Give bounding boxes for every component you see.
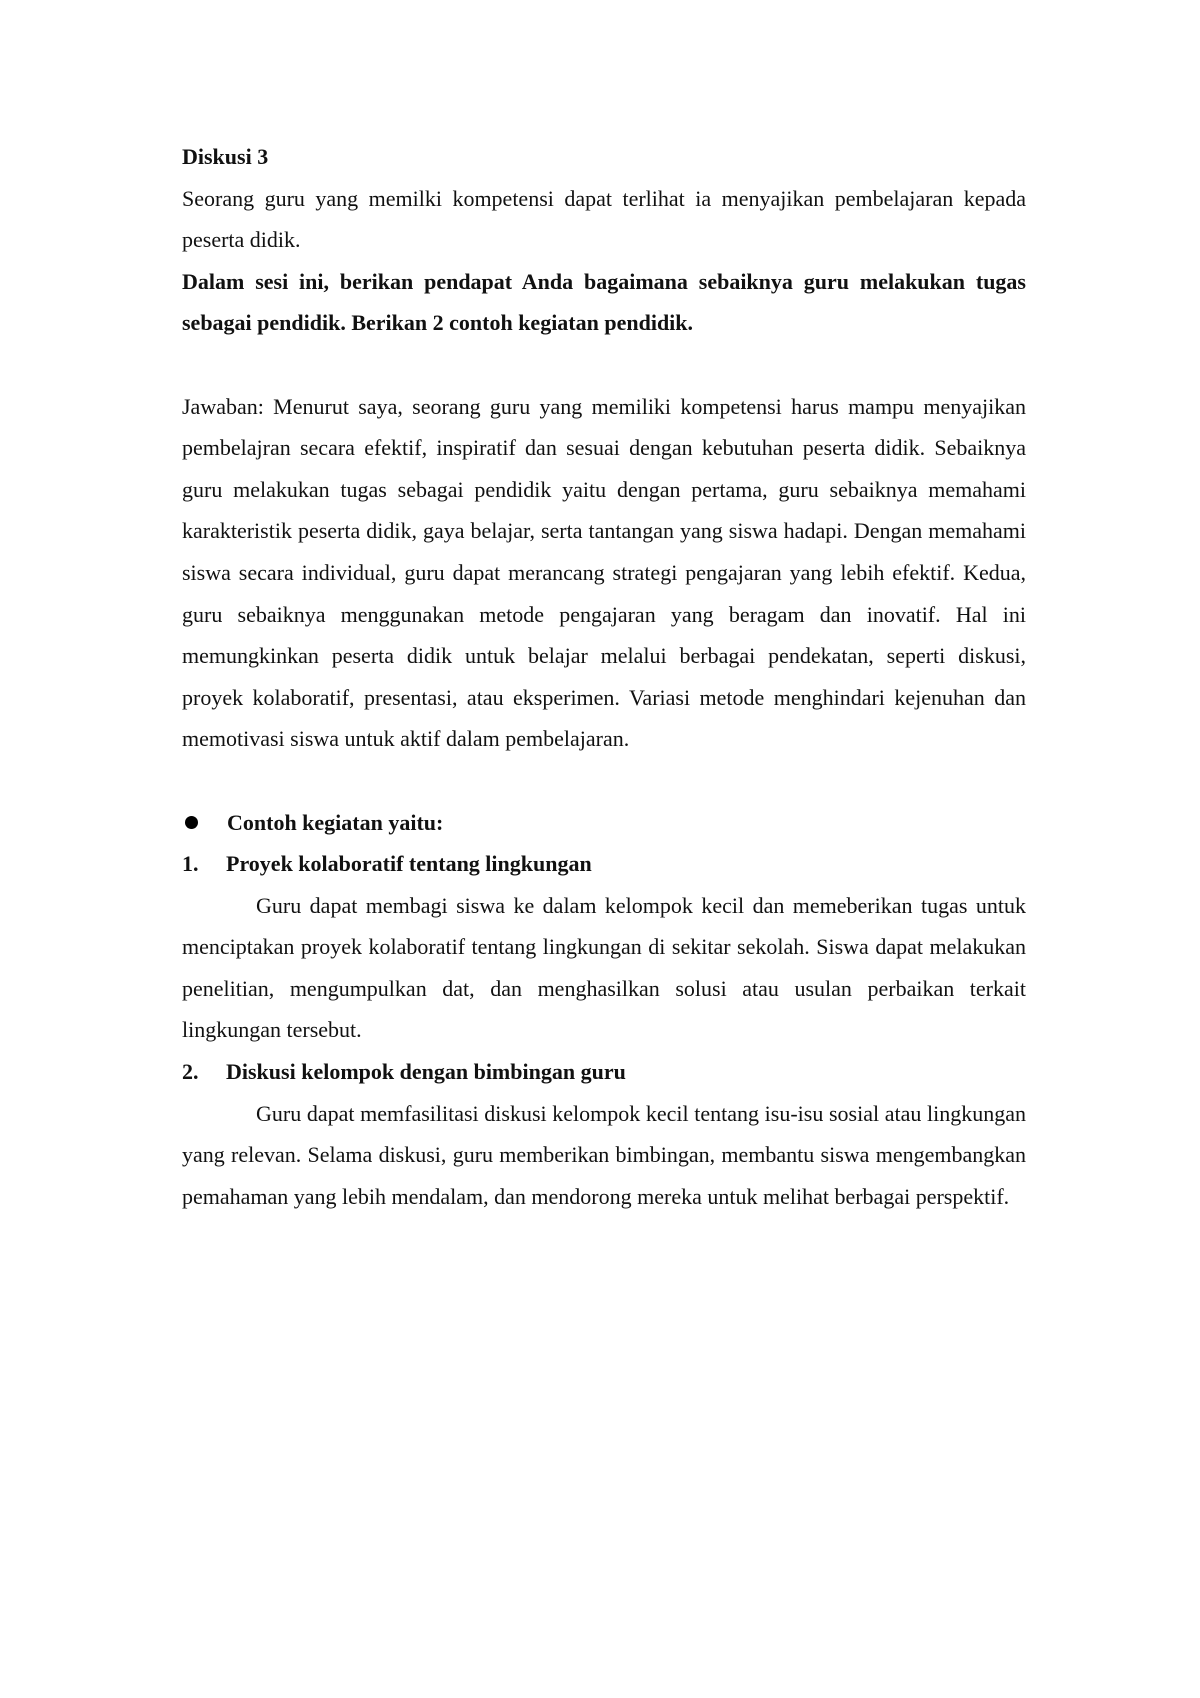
spacer xyxy=(182,760,1026,802)
question-paragraph: Dalam sesi ini, berikan pendapat Anda bagaimana sebaiknya guru melakukan tugas sebagai pendidik. Berikan 2 contoh kegiatan pendidik. xyxy=(182,268,1026,336)
list-item-heading xyxy=(182,1051,1026,1093)
bullet-heading-text: Contoh kegiatan yaitu: xyxy=(227,809,444,835)
document-page xyxy=(182,136,1026,1217)
list-item-title: Proyek kolaboratif tentang lingkungan xyxy=(226,851,592,877)
list-item-body: Guru dapat memfasilitasi diskusi kelompok kecil tentang isu-isu sosial atau lingkungan yang relevan. Selama diskusi, guru memberikan bimbingan, membantu siswa mengembangkan pemahaman yang lebih mendalam, dan mendorong mereka untuk melihat berbagai perspektif. xyxy=(182,1100,1026,1209)
list-item-number: 2. xyxy=(182,1059,199,1085)
document-title: Diskusi 3 xyxy=(182,144,269,169)
list-item-heading xyxy=(182,843,1026,885)
list-item-title: Diskusi kelompok dengan bimbingan guru xyxy=(226,1059,626,1085)
spacer xyxy=(182,344,1026,386)
intro-paragraph: Seorang guru yang memilki kompetensi dapat terlihat ia menyajikan pembelajaran kepada peserta didik. xyxy=(182,185,1026,253)
list-item-number: 1. xyxy=(182,851,199,877)
list-item-body: Guru dapat membagi siswa ke dalam kelompok kecil dan memeberikan tugas untuk menciptakan proyek kolaboratif tentang lingkungan di sekitar sekolah. Siswa dapat melakukan penelitian, mengumpulkan dat, dan menghasilkan solusi atau usulan perbaikan terkait lingkungan tersebut. xyxy=(182,892,1026,1043)
answer-paragraph: Jawaban: Menurut saya, seorang guru yang memiliki kompetensi harus mampu menyajikan pembelajran secara efektif, inspiratif dan sesuai dengan kebutuhan peserta didik. Sebaiknya guru melakukan tugas sebagai pendidik yaitu dengan pertama, guru sebaiknya memahami karakteristik peserta didik, gaya belajar, serta tantangan yang siswa hadapi. Dengan memahami siswa secara individual, guru dapat merancang strategi pengajaran yang lebih efektif. Kedua, guru sebaiknya menggunakan metode pengajaran yang beragam dan inovatif. Hal ini memungkinkan peserta didik untuk belajar melalui berbagai pendekatan, seperti diskusi, proyek kolaboratif, presentasi, atau eksperimen. Variasi metode menghindari kejenuhan dan memotivasi siswa untuk aktif dalam pembelajaran. xyxy=(182,393,1026,752)
bullet-dot-icon xyxy=(185,816,198,829)
bullet-heading xyxy=(182,802,1026,844)
